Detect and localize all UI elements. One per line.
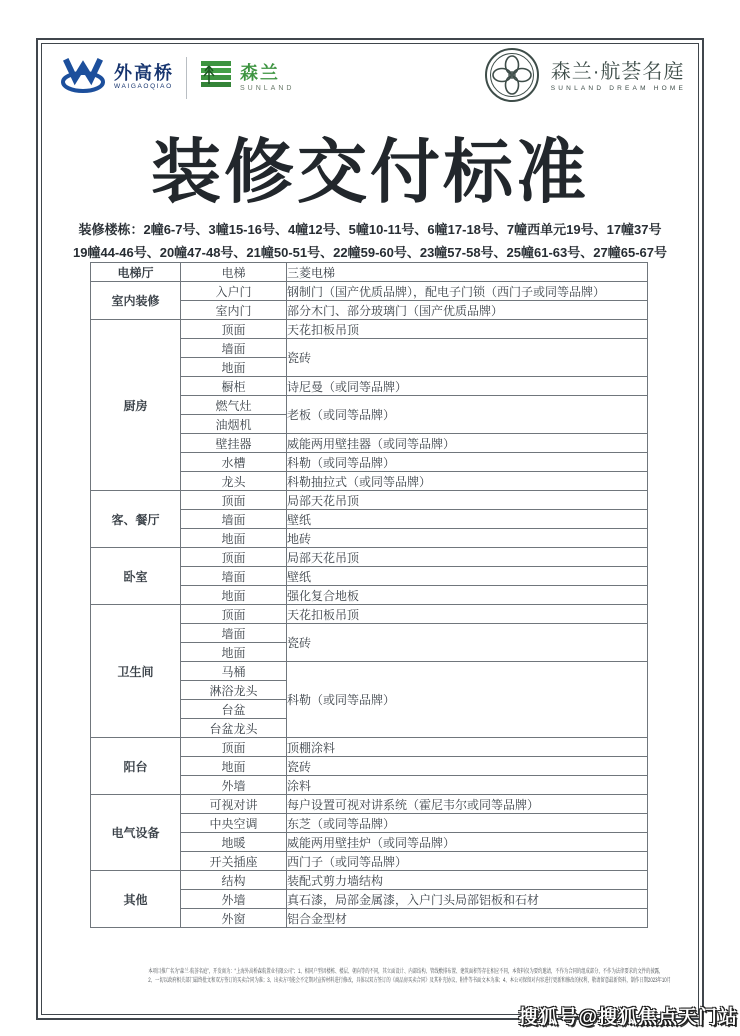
item-cell: 台盆 — [181, 700, 287, 719]
sunland-latin: SUNLAND — [240, 84, 295, 92]
waigaoqiao-logo-icon — [60, 57, 106, 98]
footer-disclaimer — [62, 968, 678, 986]
item-cell: 顶面 — [181, 738, 287, 757]
waigaoqiao-wordmark — [114, 64, 174, 91]
description-cell: 瓷砖 — [287, 624, 648, 662]
waigaoqiao-name: 外高桥 — [114, 63, 174, 84]
table-row — [91, 871, 648, 890]
table-row — [91, 282, 648, 301]
building-list-line1: 装修楼栋：2幢6-7号、3幢15-16号、4幢12号、5幢10-11号、6幢17-18号、7幢西单元19号、17幢37号 — [78, 222, 662, 237]
category-cell: 厨房 — [91, 320, 181, 491]
project-wordmark — [551, 62, 686, 93]
category-cell: 电梯厅 — [91, 263, 181, 282]
item-cell: 淋浴龙头 — [181, 681, 287, 700]
table-row — [91, 320, 648, 339]
table-row — [91, 263, 648, 282]
description-cell: 诗尼曼（或同等品牌） — [287, 377, 648, 396]
item-cell: 外墙 — [181, 776, 287, 795]
description-cell: 壁纸 — [287, 567, 648, 586]
item-cell: 地面 — [181, 757, 287, 776]
item-cell: 顶面 — [181, 548, 287, 567]
description-cell: 瓷砖 — [287, 339, 648, 377]
table-row — [91, 795, 648, 814]
description-cell: 局部天花吊顶 — [287, 491, 648, 510]
logo-divider — [186, 57, 187, 99]
category-cell: 室内装修 — [91, 282, 181, 320]
description-cell: 部分木门、部分玻璃门（国产优质品牌） — [287, 301, 648, 320]
item-cell: 结构 — [181, 871, 287, 890]
building-list-line2: 19幢44-46号、20幢47-48号、21幢50-51号、22幢59-60号、23幢57-58号、25幢61-63号、27幢65-67号 — [73, 244, 667, 260]
item-cell: 水槽 — [181, 453, 287, 472]
developer-logos — [60, 57, 294, 99]
sunland-wordmark — [240, 64, 294, 92]
description-cell: 装配式剪力墙结构 — [287, 871, 648, 890]
description-cell: 铝合金型材 — [287, 909, 648, 928]
description-cell: 科勒（或同等品牌） — [287, 662, 648, 738]
description-cell: 强化复合地板 — [287, 586, 648, 605]
item-cell: 可视对讲 — [181, 795, 287, 814]
item-cell: 外墙 — [181, 890, 287, 909]
category-cell: 电气设备 — [91, 795, 181, 871]
category-cell: 卧室 — [91, 548, 181, 605]
description-cell: 顶棚涂料 — [287, 738, 648, 757]
item-cell: 开关插座 — [181, 852, 287, 871]
item-cell: 室内门 — [181, 301, 287, 320]
category-cell: 其他 — [91, 871, 181, 928]
disclaimer-line1: 本项目推广名为“森兰·航荟名庭”，开发商为：“上海外高桥森航置业有限公司”；1、相同户型因楼栋、楼层、朝向等的不同，其立面设计、内部结构、管线敷排布置、建筑面积等存在相应不同，本资料仅为要约邀请，不作为合同的组成部分，不作为法律要求的文件的披露， — [148, 969, 664, 975]
item-cell: 外窗 — [181, 909, 287, 928]
building-list — [50, 219, 690, 265]
item-cell: 马桶 — [181, 662, 287, 681]
description-cell: 西门子（或同等品牌） — [287, 852, 648, 871]
item-cell: 油烟机 — [181, 415, 287, 434]
project-latin: SUNLAND DREAM HOME — [550, 85, 686, 93]
item-cell: 橱柜 — [181, 377, 287, 396]
item-cell: 地暖 — [181, 833, 287, 852]
item-cell: 电梯 — [181, 263, 287, 282]
description-cell: 每户设置可视对讲系统（霍尼韦尔或同等品牌） — [287, 795, 648, 814]
description-cell: 瓷砖 — [287, 757, 648, 776]
item-cell: 台盆龙头 — [181, 719, 287, 738]
description-cell: 涂料 — [287, 776, 648, 795]
item-cell: 墙面 — [181, 339, 287, 358]
item-cell: 顶面 — [181, 605, 287, 624]
description-cell: 威能两用壁挂炉（或同等品牌） — [287, 833, 648, 852]
category-cell: 卫生间 — [91, 605, 181, 738]
item-cell: 中央空调 — [181, 814, 287, 833]
item-cell: 顶面 — [181, 491, 287, 510]
description-cell: 地砖 — [287, 529, 648, 548]
item-cell: 墙面 — [181, 510, 287, 529]
item-cell: 地面 — [181, 586, 287, 605]
description-cell: 威能两用壁挂器（或同等品牌） — [287, 434, 648, 453]
item-cell: 燃气灶 — [181, 396, 287, 415]
description-cell: 三菱电梯 — [287, 263, 648, 282]
description-cell: 天花扣板吊顶 — [287, 605, 648, 624]
description-cell: 科勒（或同等品牌） — [287, 453, 648, 472]
item-cell: 墙面 — [181, 624, 287, 643]
item-cell: 墙面 — [181, 567, 287, 586]
sunland-name: 森兰 — [240, 62, 280, 83]
waigaoqiao-latin: WAIGAOQIAO — [114, 83, 173, 91]
table-row — [91, 548, 648, 567]
table-row — [91, 605, 648, 624]
disclaimer-line2: 2、一切以政府相关部门最终批文和双方签订的买卖合同为准；3、出卖方可能会不定期对宣传材料进行修改，具体以双方签订的《商品房买卖合同》及其补充协议、附件等书面文本为准；4、本公司保留对内容进行更新和修改的权利，敬请留意最新资料，制作日期2023年10月 — [148, 978, 671, 984]
description-cell: 老板（或同等品牌） — [287, 396, 648, 434]
item-cell: 龙头 — [181, 472, 287, 491]
spec-table-body — [91, 263, 648, 928]
dream-home-logo-icon — [483, 46, 541, 109]
table-row — [91, 738, 648, 757]
item-cell: 地面 — [181, 358, 287, 377]
description-cell: 真石漆，局部金属漆，入户门头局部铝板和石材 — [287, 890, 648, 909]
item-cell: 地面 — [181, 643, 287, 662]
description-cell: 科勒抽拉式（或同等品牌） — [287, 472, 648, 491]
category-cell: 阳台 — [91, 738, 181, 795]
description-cell: 局部天花吊顶 — [287, 548, 648, 567]
header — [60, 46, 686, 109]
item-cell: 壁挂器 — [181, 434, 287, 453]
description-cell: 壁纸 — [287, 510, 648, 529]
sunland-logo-icon — [199, 58, 233, 97]
description-cell: 天花扣板吊顶 — [287, 320, 648, 339]
item-cell: 入户门 — [181, 282, 287, 301]
project-name: 森兰·航荟名庭 — [550, 61, 685, 84]
item-cell: 地面 — [181, 529, 287, 548]
category-cell: 客、餐厅 — [91, 491, 181, 548]
table-row — [91, 491, 648, 510]
sohu-watermark: 搜狐号@搜狐焦点天门站 — [518, 1007, 738, 1028]
project-logo-group — [483, 46, 686, 109]
page-title: 装修交付标准 — [151, 133, 589, 211]
item-cell: 顶面 — [181, 320, 287, 339]
delivery-standard-table — [90, 262, 648, 928]
description-cell: 东芝（或同等品牌） — [287, 814, 648, 833]
description-cell: 钢制门（国产优质品牌），配电子门锁（西门子或同等品牌） — [287, 282, 648, 301]
